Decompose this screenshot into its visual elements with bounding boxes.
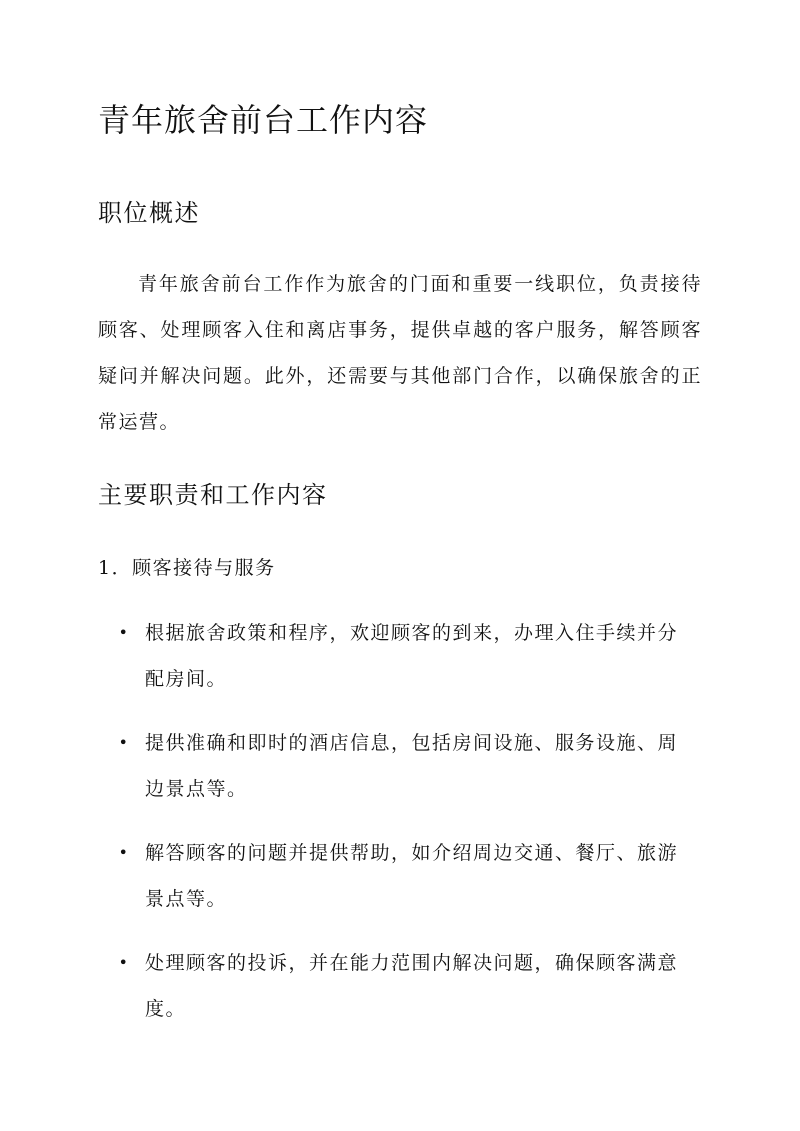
overview-paragraph: 青年旅舍前台工作作为旅舍的门面和重要一线职位，负责接待顾客、处理顾客入住和离店事务，提供卓越的客户服务，解答顾客疑问并解决问题。此外，还需要与其他部门合作，以确保旅舍的正常运营。	[98, 273, 702, 433]
document-title: 青年旅舍前台工作内容	[98, 101, 429, 139]
list-item-text: 根据旅舍政策和程序，欢迎顾客的到来，办理入住手续并分配房间。	[145, 622, 679, 690]
list-item	[118, 610, 688, 702]
list-item	[118, 940, 688, 1032]
duty-list	[118, 610, 688, 1050]
section-heading-duties: 主要职责和工作内容	[98, 481, 328, 509]
bullet-icon: •	[118, 953, 130, 972]
list-item	[118, 830, 688, 922]
list-item-text: 解答顾客的问题并提供帮助，如介绍周边交通、餐厅、旅游景点等。	[145, 842, 679, 910]
list-item-text: 提供准确和即时的酒店信息，包括房间设施、服务设施、周边景点等。	[145, 732, 679, 800]
subsection-heading-reception: 1．顾客接待与服务	[98, 557, 276, 579]
bullet-icon: •	[118, 733, 130, 752]
bullet-icon: •	[118, 843, 130, 862]
list-item	[118, 720, 688, 812]
section-heading-overview: 职位概述	[98, 199, 200, 227]
bullet-icon: •	[118, 623, 130, 642]
list-item-text: 处理顾客的投诉，并在能力范围内解决问题，确保顾客满意度。	[145, 952, 679, 1020]
